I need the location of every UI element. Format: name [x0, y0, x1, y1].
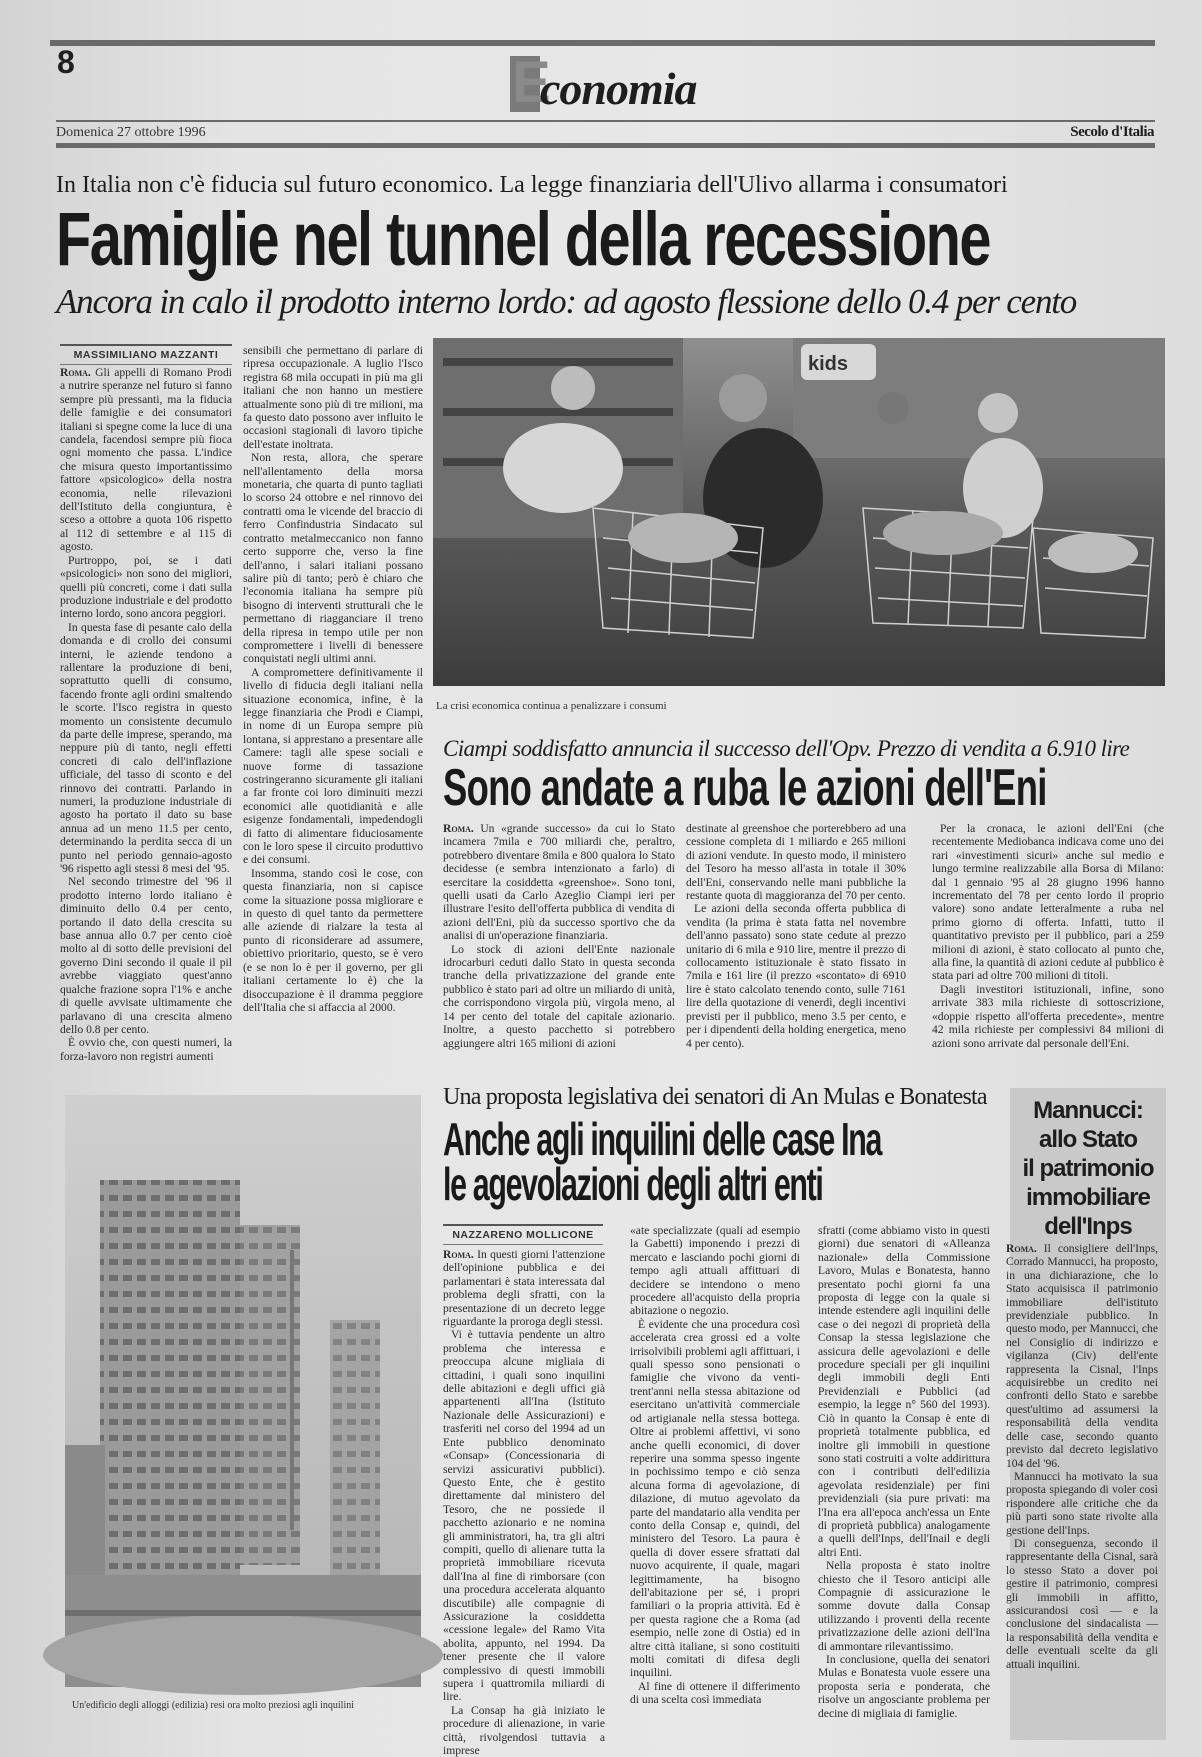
- sidebar-title-line: Mannucci:: [1033, 1097, 1143, 1124]
- lead-headline: Famiglie nel tunnel della recessione: [56, 197, 990, 282]
- ina-byline: NAZZARENO MOLLICONE: [443, 1224, 603, 1245]
- ina-headline-line-1: Anche agli inquilini delle case Ina: [443, 1113, 882, 1165]
- paragraph: La Consap ha già iniziato le procedure di alienazione, in varie città, rivolgendosi tuttavia a imprese: [443, 1703, 605, 1757]
- paragraph: Non resta, allora, che sperare nell'allentamento della morsa monetaria, che quarta di punto tagliati lo scorso 24 ottobre e nel rinnovo dei contratti oma le vicende del braccio di ferro Confindustria Sindacato sul contratto metalmeccanico non fanno certo supporre che, verso la fine dell'anno, i salari italiani possano salire più di tanto; però è chiaro che l'economia italiana ha sempre più bisogno di interventi strutturali che le permettano di riagganciare il treno della ripresa in tempo utile per non compromettere i livelli di benessere conquistati negli ultimi anni.: [243, 451, 423, 666]
- paragraph: Nel secondo trimestre del '96 il prodotto interno lordo italiano è diminuito dello 0.4 per cento, portando il dato della crescita su base annua allo 0.7 per cento cioè molto al di sotto delle previsioni del governo Dini secondo il quale il pil avrebbe viaggiato quest'anno qualche frazione sopra l'1% e anche di quelle avvisate ultimamente che parlavano di una crescita almeno dello 0.8 per cento.: [60, 875, 232, 1036]
- paragraph: È ovvio che, con questi numeri, la forza-lavoro non registri aumenti: [60, 1036, 232, 1063]
- paragraph: Al fine di ottenere il differimento di una scelta così immediata: [630, 1679, 800, 1707]
- eni-headline: Sono andate a ruba le azioni dell'Eni: [443, 759, 1047, 817]
- dateline: Roma.: [1006, 1242, 1037, 1255]
- paragraph: Lo stock di azioni dell'Ente nazionale idrocarburi ceduti dallo Stato in questa seconda tranche della privatizzazione del grande ente pubblico è stato pari ad oltre un miliardo di unità, che corrispondono virgola più, virgola meno, al 14 per cento del totale del capitale azionario. Inoltre, a questo pacchetto si potrebbero aggiungere altri 165 milioni di azioni: [443, 942, 675, 1050]
- paragraph: È evidente che una procedura così accelerata crea grossi ed a volte irrisolvibili problemi agli affittuari, i quali spesso sono pensionati o famiglie che vivono da venti-trent'anni nella stessa abitazione od esercitano un'attività commerciale od artigianale nella stessa bottega. Oltre ai problemi affettivi, vi sono anche quelli economici, di dover reperire una somma spesso ingente in pochissimo tempo e ciò senza alcuna forma di agevolazione, di dilazione, di mutuo agevolato da parte del mandatario alla vendita per conto della Consap e, quindi, del ministero del Tesoro. La paura è quella di dover essere sfrattati dal nuovo acquirente, il quale, magari legittimamente, ha bisogno dell'abitazione per sé, i propri familiari o la propria attività. Ed è per questa ragione che a Roma (ad esempio, nelle zone di Ostia) ed in altre città italiane, si sono costituiti molti comitati di difesa degli inquilini.: [630, 1317, 800, 1680]
- housing-photo: [65, 1095, 421, 1687]
- lead-byline: MASSIMILIANO MAZZANTI: [60, 344, 232, 365]
- sidebar-title-line: dell'Inps: [1044, 1213, 1132, 1240]
- sidebar-title-line: allo Stato: [1038, 1126, 1137, 1153]
- ina-column-2: [630, 1224, 800, 1740]
- paragraph: Mannucci ha motivato la sua proposta spiegando di voler così rispondere alle critiche che da più parti sono state rivolte alla gestione dell'Inps.: [1006, 1469, 1158, 1537]
- eni-column-1: [443, 822, 675, 1072]
- lead-subhead: Ancora in calo il prodotto interno lordo: ad agosto flessione dello 0.4 per cento: [56, 282, 1077, 321]
- paragraph: Un «grande successo» da cui lo Stato incamera 7mila e 700 miliardi che, peraltro, potrebbero diventare 8mila e 800 qualora lo Stato decidesse (e sembra intenzionato a farlo) di esercitare la cosiddetta «greenshoe». Sono toni, quelli usati da Carlo Azeglio Ciampi ieri per illustrare l'esito dell'offerta pubblica di vendita di azioni dell'Eni, più da successo sportivo che da analisi di un'operazione finanziaria.: [443, 822, 675, 943]
- eni-column-3: [932, 822, 1164, 1072]
- paragraph: A compromettere definitivamente il livello di fiducia degli italiani nella situazione economica, infine, è la legge finanziaria che Prodi e Ciampi, in nome di un Europa sempre più lontana, si apprestano a presentare alle Camere: tagli alle spese sociali e nuove forme di tassazione costringeranno sicuramente gli italiani a far fronte coi loro diminuiti mezzi economici alle quotidianità e alle esigenze fondamentali, impedendogli di fatto di alimentare fiduciosamente con le loro spese il circuito produttivo e dei consumi.: [243, 665, 423, 867]
- paragraph: Il consigliere dell'Inps, Corrado Mannucci, ha proposto, in una dichiarazione, che lo Stato acquisisca il patrimonio immobiliare dell'istituto previdenziale pubblico. In questo modo, per Mannucci, che nel Consiglio di indirizzo e vigilanza (Civ) dell'ente rappresenta la Cisnal, l'Inps acquisirebbe un credito nei confronti dello Stato e sarebbe quest'ultimo ad assumersi la responsabilità della vendita delle case, secondo quanto previsto dal decreto legislativo 104 del '96.: [1006, 1242, 1158, 1470]
- ina-column-3: [818, 1224, 990, 1740]
- dateline: Roma.: [60, 366, 91, 379]
- paragraph: «ate specializzate (quali ad esempio la Gabetti) imponendo i prezzi di mercato e lasciando pochi giorni di tempo agli attuali affittuari di decidere se intendono o meno procedere all'acquisto della propria abitazione o negozio.: [630, 1224, 800, 1318]
- paragraph: Vi è tuttavia pendente un altro problema che interessa e preoccupa alcune migliaia di cittadini, i quali sono inquilini delle abitazioni e degli uffici già appartenenti all'Ina (Istituto Nazionale delle Assicurazioni) e trasferiti nel corso del 1994 ad un Ente pubblico denominato «Consap» (Concessionaria di servizi assicurativi pubblici). Questo Ente, che è gestito direttamente dal ministero del Tesoro, che ne possiede il pacchetto azionario e ne nomina gli amministratori, ha, tra gli altri compiti, quello di alienare tutta la proprietà immobiliare ricevuta dall'Ina al fine di rimborsare (con una procedura accelerata alquanto discutibile) alle compagnie di Assicurazione la cosiddetta «cessione legale» del Ramo Vita abolita, appunto, nel 1994. Da tener presente che il valore complessivo di questi immobili supera i quattromila miliardi di lire.: [443, 1328, 605, 1704]
- masthead-rule: [56, 120, 1155, 122]
- lead-column-2: [243, 344, 423, 1076]
- ina-kicker: Una proposta legislativa dei senatori di An Mulas e Bonatesta: [443, 1084, 987, 1110]
- paragraph: Purtroppo, poi, se i dati «psicologici» non sono dei migliori, quelli più concreti, come i dati sulla produzione industriale e del prodotto interno lordo, sono ancora peggiori.: [60, 553, 232, 621]
- page-number: 8: [57, 44, 75, 80]
- paragraph: sfratti (come abbiamo visto in questi giorni) due senatori di «Alleanza nazionale» della Commissione Lavoro, Mulas e Bonatesta, hanno presentato pochi giorni fa una proposta di legge con la quale si intende estendere agli inquilini delle case o dei negozi di proprietà della Consap la stessa legislazione che assicura delle agevolazioni e delle procedure speciali per gli inquilini degli immobili degli Enti Previdenziali e Pubblici (ad esempio, la legge n° 560 del 1993). Ciò in quanto la Consap è ente di proprietà totalmente pubblica, ed inoltre gli immobili in questione sono stati costruiti a volte addirittura con i contributi dell'edilizia agevolata residenziale) per fini previdenziali (sia pure privati: ma l'Ina era all'epoca anch'essa un Ente di proprietà pubblica) analogamente a quelli dell'Inps, dell'Inail e degli altri Enti.: [818, 1224, 990, 1559]
- store-sign-text: kids: [808, 353, 849, 375]
- paragraph: sensibili che permettano di parlare di ripresa occupazionale. A luglio l'Isco registra 68 mila occupati in più ma gli italiani che non hanno un mestiere attualmente sono più di tre milioni, ma fa questo dato possono aver influito le occasioni stagionali di lavoro tipiche dell'estate inoltrata.: [243, 344, 423, 451]
- eni-kicker: Ciampi soddisfatto annuncia il successo dell'Opv. Prezzo di vendita a 6.910 lire: [443, 736, 1130, 761]
- paragraph: In questa fase di pesante calo della domanda e di crollo dei consumi interni, le aziende tendono a rallentare la produzione di beni, soprattutto quelli di consumo, facendo fronte agli ordini smaltendo le scorte. l'Isco registra in questo momento un consistente decumulo da parte delle imprese, sperando, ma neppure più di tanto, negli effetti concreti di calo dell'inflazione ufficiale, del tasso di sconto e del rinnovo dei contratti. Parlando in numeri, la produzione industriale di agosto ha portato il dato su base annua ad un meno 11.5 per cento, determinando la perdita secca di un punto nel periodo gennaio-agosto '96 rispetto agli stessi 8 mesi del '95.: [60, 620, 232, 876]
- ina-headline-line-2: le agevolazioni degli altri enti: [443, 1158, 823, 1210]
- lead-column-1: [60, 366, 232, 1076]
- paragraph: Insomma, stando così le cose, con questa finanziaria, non si capisce come la situazione possa migliorare e in questo di quel tanto da permettere alle aziende di rialzare la testa al punto di riconsiderare ad assumere, obiettivo prioritario, questo, se è vero (e se non lo è per il governo, per gli italiani certamente lo è) che la disoccupazione è il dramma peggiore dell'Italia che si affaccia al 2000.: [243, 866, 423, 1014]
- eni-column-2: [686, 822, 906, 1072]
- lead-kicker: In Italia non c'è fiducia sul futuro economico. La legge finanziaria dell'Ulivo allarma i consumatori: [56, 172, 1008, 198]
- sidebar-title-line: immobiliare: [1026, 1184, 1150, 1211]
- top-rule: [50, 40, 1155, 46]
- dateline: Roma.: [443, 822, 474, 835]
- ina-column-1: [443, 1248, 605, 1757]
- supermarket-photo-image: [433, 338, 1165, 686]
- paragraph: Dagli investitori istituzionali, infine, sono arrivate 383 mila richieste di sottoscrizione, «doppie rispetto all'offerta precedente», mentre 42 mila richieste per complessivi 84 milioni di azioni sono arrivate dal personale dell'Eni.: [932, 982, 1164, 1050]
- issue-date: Domenica 27 ottobre 1996: [56, 125, 206, 140]
- dateline: Roma.: [443, 1248, 474, 1261]
- section-initial: E: [512, 50, 551, 115]
- sidebar-title-line: il patrimonio: [1022, 1155, 1154, 1182]
- supermarket-photo-caption: La crisi economica continua a penalizzare i consumi: [436, 700, 667, 712]
- paragraph: Di conseguenza, secondo il rappresentante della Cisnal, sarà lo stesso Stato a dover poi gestire il patrimonio, compresi gli immobili in affitto, assicurandosi così — e la conclusione del sindacalista — la responsabilità della vendita e delle eventuali scelte da gli attuali inquilini.: [1006, 1536, 1158, 1671]
- paragraph: In conclusione, quella dei senatori Mulas e Bonatesta vuole essere una proposta seria e ponderata, che risolve un angosciante problema per decine di migliaia di famiglie.: [818, 1653, 990, 1720]
- paragraph: Nella proposta è stato inoltre chiesto che il Tesoro anticipi alle Compagnie di assicurazione le somme dovute dalla Consap utilizzando i proventi della recente privatizzazione delle azioni dell'Ina di ammontare rilevantissimo.: [818, 1559, 990, 1653]
- paragraph: In questi giorni l'attenzione dell'opinione pubblica e dei parlamentari è stata interessata dal problema degli sfratti, con la presentazione di un decreto legge riguardante la proroga degli stessi.: [443, 1248, 605, 1329]
- supermarket-photo: [433, 338, 1165, 686]
- paragraph: Gli appelli di Romano Prodi a nutrire speranze nel futuro si fanno sempre più pressanti, ma la fiducia delle famiglie e dei consumatori italiani si spegne come la luce di una candela, facendosi sempre più fioca ogni momento che passa. L'indice che misura questo importantissimo fattore «psicologico» della nostra economia, nelle rilevazioni dell'Istituto della congiuntura, è sceso a ottobre a quota 106 rispetto al 112 di settembre e al 115 di agosto.: [60, 366, 232, 554]
- section-title: conomia: [540, 63, 697, 114]
- paragraph: Per la cronaca, le azioni dell'Eni (che recentemente Mediobanca indicava come uno dei rari «investimenti sicuri» anche sul medio e lungo termine realizzabile alla Borsa di Milano: dal 1 gennaio '95 al 28 giugno 1996 hanno incrementato del 78 per cento lordo il proprio valore) sono andate letteralmente a ruba nel primo giorno di offerta. Infatti, tutto il quantitativo previsto per il pubblico, pari a 259 milioni di azioni, è stato collocato al punto che, alla fine, la quantità di azioni cedute al pubblico è stata pari ad oltre 700 milioni di titoli.: [932, 822, 1164, 983]
- housing-photo-image: [65, 1095, 421, 1687]
- newspaper-name: Secolo d'Italia: [1070, 124, 1154, 140]
- housing-photo-caption: Un'edificio degli alloggi (edilizia) resi ora molto preziosi agli inquilini: [72, 1700, 355, 1711]
- sidebar-title: [1010, 1096, 1166, 1241]
- masthead-bottom-rule: [56, 143, 1155, 148]
- sidebar-column: [1004, 1242, 1158, 1736]
- paragraph: Le azioni della seconda offerta pubblica di vendita (la prima è stata fatta nel novembre dell'anno passato) sono state cedute al prezzo unitario di 6 mila e 910 lire, mentre il prezzo di collocamento istituzionale è stato fissato in 7mila e 161 lire (il prezzo «scontato» di 6910 lire è stato calcolato tenendo conto, sulle 7161 lire della quotazione di venerdì, degli incentivi previsti per il pubblico, meno 3.5 per cento, e per i dipendenti della holding energetica, meno 4 per cento).: [686, 902, 906, 1050]
- paragraph: destinate al greenshoe che porterebbero ad una cessione completa di 1 miliardo e 265 milioni di azioni vendute. In questo modo, il ministero del Tesoro ha messo all'asta in totale il 30% dell'Eni, conservando nelle mani pubbliche la restante quota di maggioranza del 70 per cento.: [686, 822, 906, 903]
